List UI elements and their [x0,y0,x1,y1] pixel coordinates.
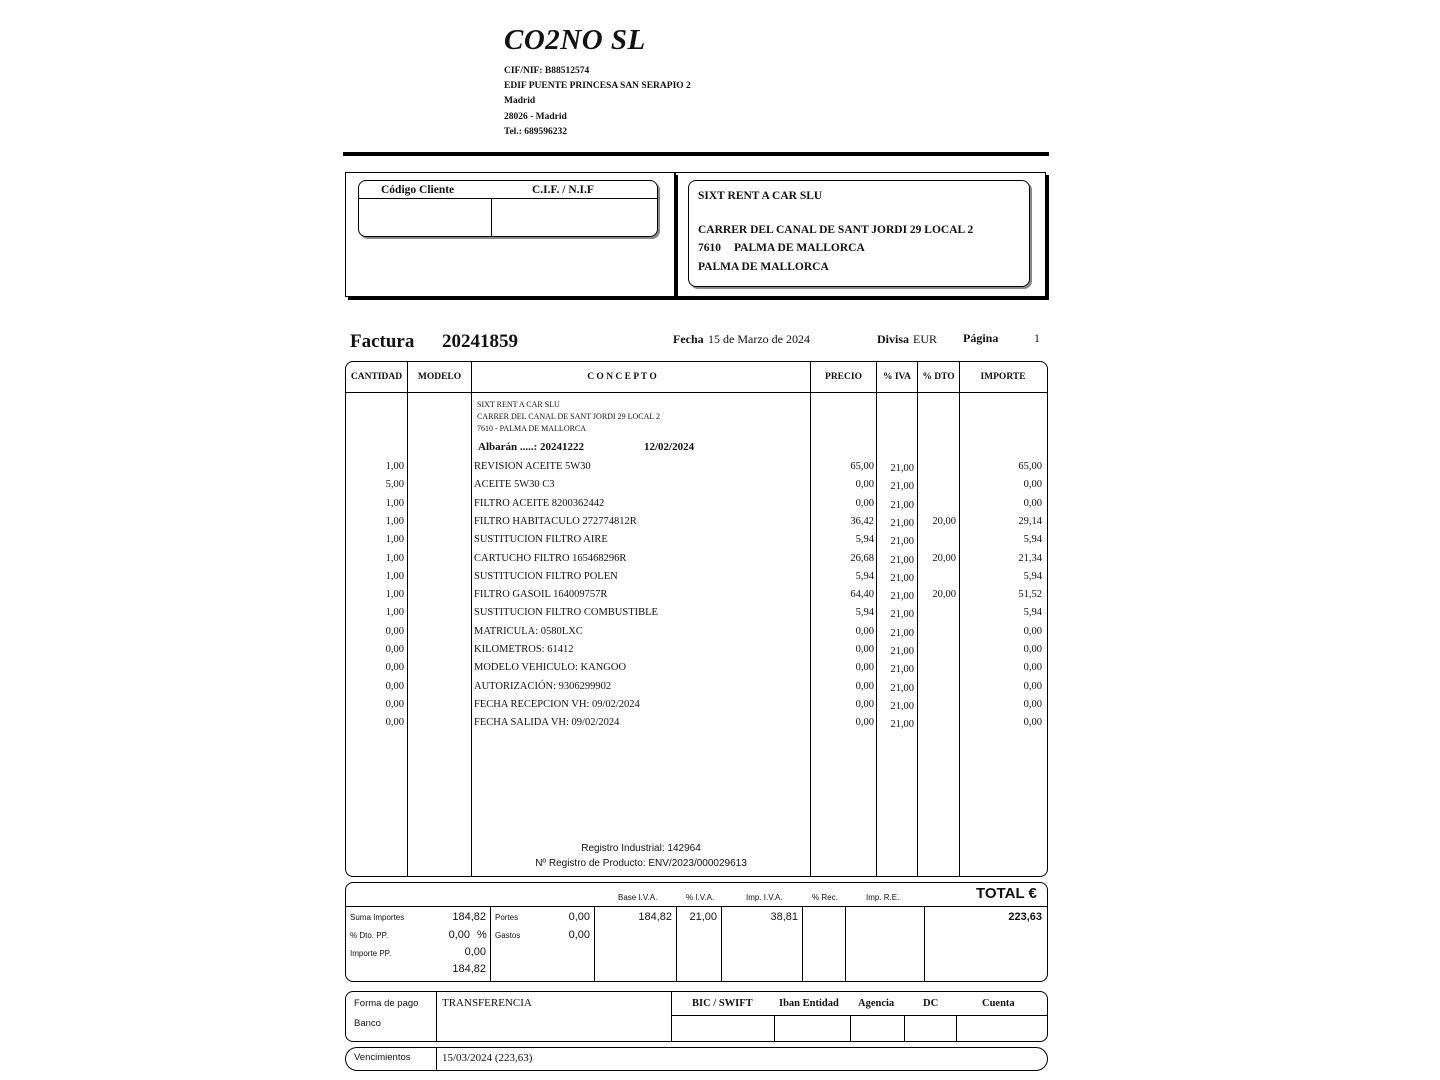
row-amount: 65,00 [1018,461,1042,472]
row-concept: ACEITE 5W30 C3 [474,479,555,491]
recipient-postal-code: 7610 [698,242,721,254]
row-price: 0,00 [855,497,874,509]
row-amount: 0,00 [1023,698,1042,710]
table-row [346,516,1046,534]
invoice-number: 20241859 [442,331,518,352]
row-quantity: 5,00 [385,479,404,491]
table-row [346,534,1046,552]
row-price: 0,00 [855,680,874,692]
row-quantity: 1,00 [385,552,404,564]
row-price: 5,94 [855,534,874,546]
row-amount: 29,14 [1018,515,1042,527]
row-concept: CARTUCHO FILTRO 165468296R [474,552,627,564]
row-price: 0,00 [855,662,874,674]
client-code-label: Código Cliente [381,184,455,196]
suma-value: 184,82 [452,911,486,923]
suma-label: Suma Importes [350,913,405,922]
row-price: 5,94 [855,607,874,619]
banco-label: Banco [354,1018,381,1029]
header-rule [343,152,1049,156]
row-price: 0,00 [855,644,874,655]
row-concept: FECHA RECEPCION VH: 09/02/2024 [474,698,640,710]
portes-value: 0,00 [568,911,590,923]
dto-pp-percent: % [477,929,487,941]
dc-label: DC [923,998,939,1009]
row-concept: KILOMETROS: 61412 [474,644,574,655]
row-iva: 21,00 [890,481,914,493]
row-dto: 20,00 [932,589,956,601]
row-quantity: 1,00 [385,534,404,546]
portes-label: Portes [495,913,519,922]
row-amount: 0,00 [1023,644,1042,655]
row-concept: FILTRO GASOIL 164009757R [474,589,608,601]
row-quantity: 1,00 [385,515,404,527]
row-iva: 21,00 [890,517,914,529]
header-dto: % DTO [922,372,955,382]
company-name: CO2NO SL [504,24,646,56]
row-price: 0,00 [855,479,874,491]
recipient-street: CARRER DEL CANAL DE SANT JORDI 29 LOCAL 2 [698,224,974,236]
row-quantity: 1,00 [385,607,404,619]
row-iva: 21,00 [890,572,914,584]
importe-pp-value: 0,00 [464,946,486,958]
header-modelo: MODELO [417,372,462,382]
row-iva: 21,00 [890,536,914,548]
table-row [346,571,1046,589]
cuenta-label: Cuenta [982,998,1015,1009]
company-city: Madrid [504,96,536,106]
albaran-label: Albarán .....: 20241222 [478,441,585,453]
table-row [346,553,1046,571]
table-row [346,717,1046,735]
totals-header-base: Base I.V.A. [618,893,658,902]
registro-producto: Nº Registro de Producto: ENV/2023/000029613 [535,858,747,869]
row-price: 64,40 [850,589,874,601]
dto-pp-label: % Dto. PP. [350,931,389,940]
row-quantity: 0,00 [385,680,404,692]
row-amount: 51,52 [1018,589,1042,601]
row-price: 5,94 [855,570,874,582]
company-address: EDIF PUENTE PRINCESA SAN SERAPIO 2 [504,81,691,91]
row-concept: SUSTITUCION FILTRO POLEN [474,570,618,582]
row-amount: 0,00 [1023,625,1042,637]
row-iva: 21,00 [890,499,914,511]
row-price: 0,00 [855,698,874,710]
totals-header-imp-iva: Imp. I.V.A. [746,893,783,902]
subtotal-value: 184,82 [452,963,486,975]
row-amount: 0,00 [1023,497,1042,509]
row-amount: 21,34 [1018,552,1042,564]
table-row [346,498,1046,516]
vencimientos-value: 15/03/2024 (223,63) [442,1052,533,1064]
invoice-label: Factura [350,331,415,352]
row-quantity: 0,00 [385,698,404,710]
row-concept: MODELO VEHICULO: KANGOO [474,662,627,674]
recipient-box [688,180,1030,287]
row-amount: 0,00 [1023,680,1042,692]
row-concept: MATRICULA: 0580LXC [474,625,583,637]
row-amount: 5,94 [1023,534,1042,546]
row-iva: 21,00 [890,700,914,712]
row-amount: 5,94 [1023,570,1042,582]
table-row [346,662,1046,680]
total-value: 223,63 [1008,911,1042,923]
page-number: 1 [1034,331,1040,345]
table-row [346,681,1046,699]
forma-pago-label: Forma de pago [354,998,419,1009]
row-dto: 20,00 [932,552,956,564]
ship-to-line2: CARRER DEL CANAL DE SANT JORDI 29 LOCAL 2 [477,412,660,421]
row-concept: FILTRO ACEITE 8200362442 [474,497,605,509]
row-price: 0,00 [855,717,874,729]
recipient-postal-city: PALMA DE MALLORCA [734,242,865,254]
invoice-date-label: Fecha [673,332,704,346]
recipient-province: PALMA DE MALLORCA [698,261,829,273]
forma-pago-value: TRANSFERENCIA [442,997,532,1009]
row-quantity: 0,00 [385,717,404,729]
client-cif-label: C.I.F. / N.I.F [532,184,594,196]
vencimientos-label: Vencimientos [354,1052,411,1063]
iban-entidad-label: Iban Entidad [779,998,839,1009]
row-concept: SUSTITUCION FILTRO COMBUSTIBLE [474,607,658,619]
gastos-value: 0,00 [568,929,590,941]
row-quantity: 1,00 [385,461,404,472]
row-amount: 0,00 [1023,479,1042,491]
row-iva: 21,00 [890,682,914,694]
row-dto: 20,00 [932,515,956,527]
row-iva: 21,00 [890,627,914,639]
row-iva: 21,00 [890,719,914,731]
row-iva: 21,00 [890,463,914,474]
row-quantity: 0,00 [385,662,404,674]
row-price: 36,42 [850,515,874,527]
table-row [346,607,1046,625]
row-iva: 21,00 [890,646,914,657]
ship-to-line3: 7610 - PALMA DE MALLORCA [477,424,587,433]
table-row [346,461,1046,479]
row-concept: FECHA SALIDA VH: 09/02/2024 [474,717,620,729]
importe-pp-label: Importe PP. [350,949,392,958]
bic-swift-label: BIC / SWIFT [692,998,753,1009]
totals-header-imp-re: Imp. R.E. [866,893,900,902]
row-quantity: 1,00 [385,589,404,601]
row-price: 65,00 [850,461,874,472]
header-iva: % IVA [882,372,912,382]
client-code-area [345,172,675,297]
company-phone: Tel.: 689596232 [504,127,567,137]
recipient-area [675,172,1046,297]
recipient-name: SIXT RENT A CAR SLU [698,190,823,202]
company-postal: 28026 - Madrid [504,112,567,122]
row-quantity: 1,00 [385,497,404,509]
row-amount: 0,00 [1023,662,1042,674]
row-price: 0,00 [855,625,874,637]
company-cif: CIF/NIF: B88512574 [504,66,590,76]
albaran-date: 12/02/2024 [644,441,695,453]
row-quantity: 0,00 [385,644,404,655]
table-row [346,626,1046,644]
row-iva: 21,00 [890,591,914,603]
row-iva: 21,00 [890,609,914,621]
gastos-label: Gastos [495,931,521,940]
page-label: Página [963,331,999,345]
row-iva: 21,00 [890,664,914,676]
header-precio: PRECIO [825,372,862,382]
currency-value: EUR [913,332,937,346]
table-row [346,589,1046,607]
row-concept: REVISION ACEITE 5W30 [474,461,591,472]
registro-industrial: Registro Industrial: 142964 [581,843,701,854]
row-concept: FILTRO HABITACULO 272774812R [474,515,637,527]
totals-header-iva: % I.V.A. [686,893,715,902]
client-code-box [358,180,658,237]
table-row [346,644,1046,662]
row-iva: 21,00 [890,554,914,566]
header-cantidad: CANTIDAD [350,372,403,382]
table-row [346,699,1046,717]
totals-header-rec: % Rec. [812,893,838,902]
totals-header-total: TOTAL € [976,885,1037,902]
ship-to-line1: SIXT RENT A CAR SLU [477,400,560,409]
base-iva-value: 184,82 [638,911,672,923]
invoice-date: 15 de Marzo de 2024 [708,332,810,346]
dto-pp-value: 0,00 [448,929,470,941]
header-importe: IMPORTE [980,372,1026,382]
row-quantity: 1,00 [385,570,404,582]
row-concept: SUSTITUCION FILTRO AIRE [474,534,608,546]
pct-iva-value: 21,00 [689,911,717,923]
table-row [346,479,1046,497]
row-amount: 0,00 [1023,717,1042,729]
imp-iva-value: 38,81 [770,911,798,923]
agencia-label: Agencia [858,998,895,1009]
currency-label: Divisa [877,332,910,346]
row-price: 26,68 [850,552,874,564]
row-concept: AUTORIZACIÓN: 9306299902 [474,680,612,692]
header-concepto: C O N C E P T O [587,372,657,382]
row-amount: 5,94 [1023,607,1042,619]
row-quantity: 0,00 [385,625,404,637]
